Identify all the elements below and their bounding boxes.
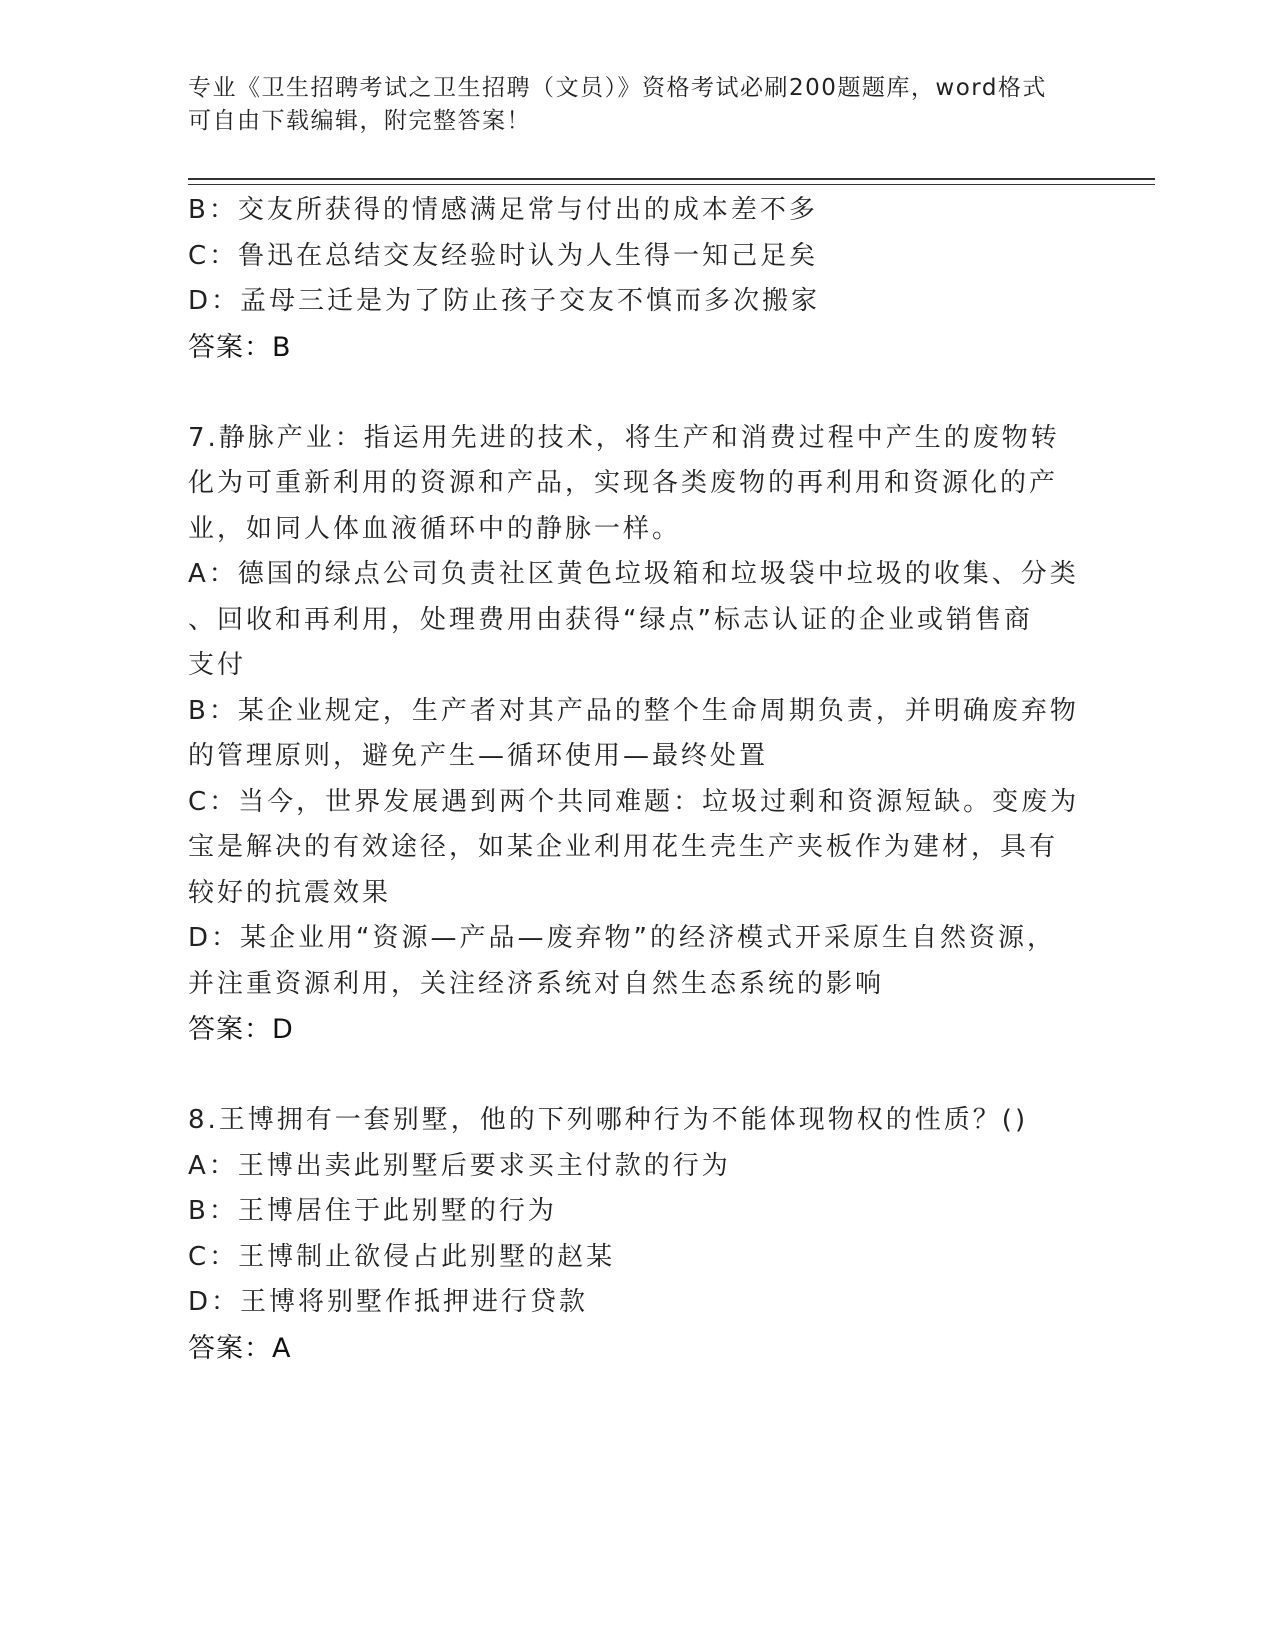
q6-option-c: C：鲁迅在总结交友经验时认为人生得一知己足矣 bbox=[188, 240, 819, 271]
q8-option-c: C：王博制止欲侵占此别墅的赵某 bbox=[188, 1241, 616, 1272]
spacer bbox=[188, 1053, 1088, 1099]
q7-option-d-line-1: D：某企业用“资源—产品—废弃物”的经济模式开采原生自然资源， bbox=[188, 923, 1056, 953]
spacer bbox=[188, 370, 1088, 416]
q7-option-c-line-2: 宝是解决的有效途径，如某企业利用花生壳生产夹板作为建材，具有 bbox=[188, 832, 1059, 862]
q6-answer: 答案：B bbox=[188, 331, 292, 363]
q8-stem: 8.王博拥有一套别墅，他的下列哪种行为不能体现物权的性质？() bbox=[188, 1105, 1029, 1135]
header-title-line-1: 专业《卫生招聘考试之卫生招聘（文员）》资格考试必刷200题题库，word格式 bbox=[188, 75, 1047, 101]
q7-option-c-line-1: C：当今，世界发展遇到两个共同难题：垃圾过剩和资源短缺。变废为 bbox=[188, 786, 1080, 817]
question-8-block bbox=[188, 1098, 1088, 1371]
q6-option-b: B：交友所获得的情感满足常与付出的成本差不多 bbox=[188, 195, 818, 225]
q7-option-d-line-2: 并注重资源利用，关注经济系统对自然生态系统的影响 bbox=[188, 968, 885, 999]
page-header bbox=[188, 72, 1068, 138]
q7-option-b-line-2: 的管理原则，避免产生—循环使用—最终处置 bbox=[188, 741, 769, 771]
q7-option-a-line-1: A：德国的绿点公司负责社区黄色垃圾箱和垃圾袋中垃圾的收集、分类 bbox=[188, 559, 1079, 589]
q6-option-d: D：孟母三迁是为了防止孩子交友不慎而多次搬家 bbox=[188, 286, 821, 316]
q7-stem-line-2: 化为可重新利用的资源和产品，实现各类废物的再利用和资源化的产 bbox=[188, 468, 1059, 498]
header-divider-thin bbox=[188, 184, 1155, 185]
q8-answer: 答案：A bbox=[188, 1332, 292, 1364]
q8-option-a: A：王博出卖此别墅后要求买主付款的行为 bbox=[188, 1150, 731, 1181]
q7-option-c-line-3: 较好的抗震效果 bbox=[188, 877, 392, 908]
q7-stem-line-1: 7.静脉产业：指运用先进的技术，将生产和消费过程中产生的废物转 bbox=[188, 422, 1060, 453]
q7-option-a-line-3: 支付 bbox=[188, 650, 247, 680]
header-divider-thick bbox=[188, 178, 1155, 180]
q7-answer: 答案：D bbox=[188, 1014, 294, 1045]
question-7-block bbox=[188, 416, 1088, 1053]
question-6-block bbox=[188, 188, 1088, 370]
q7-option-a-line-2: 、回收和再利用，处理费用由获得“绿点”标志认证的企业或销售商 bbox=[188, 604, 1033, 635]
q8-option-d: D：王博将别墅作抵押进行贷款 bbox=[188, 1287, 589, 1317]
header-title-line-2: 可自由下载编辑，附完整答案！ bbox=[188, 108, 531, 134]
q7-stem-line-3: 业，如同人体血液循环中的静脉一样。 bbox=[188, 513, 682, 544]
question-content bbox=[188, 188, 1088, 1371]
q7-option-b-line-1: B：某企业规定，生产者对其产品的整个生命周期负责，并明确废弃物 bbox=[188, 695, 1079, 726]
q8-option-b: B：王博居住于此别墅的行为 bbox=[188, 1196, 557, 1226]
